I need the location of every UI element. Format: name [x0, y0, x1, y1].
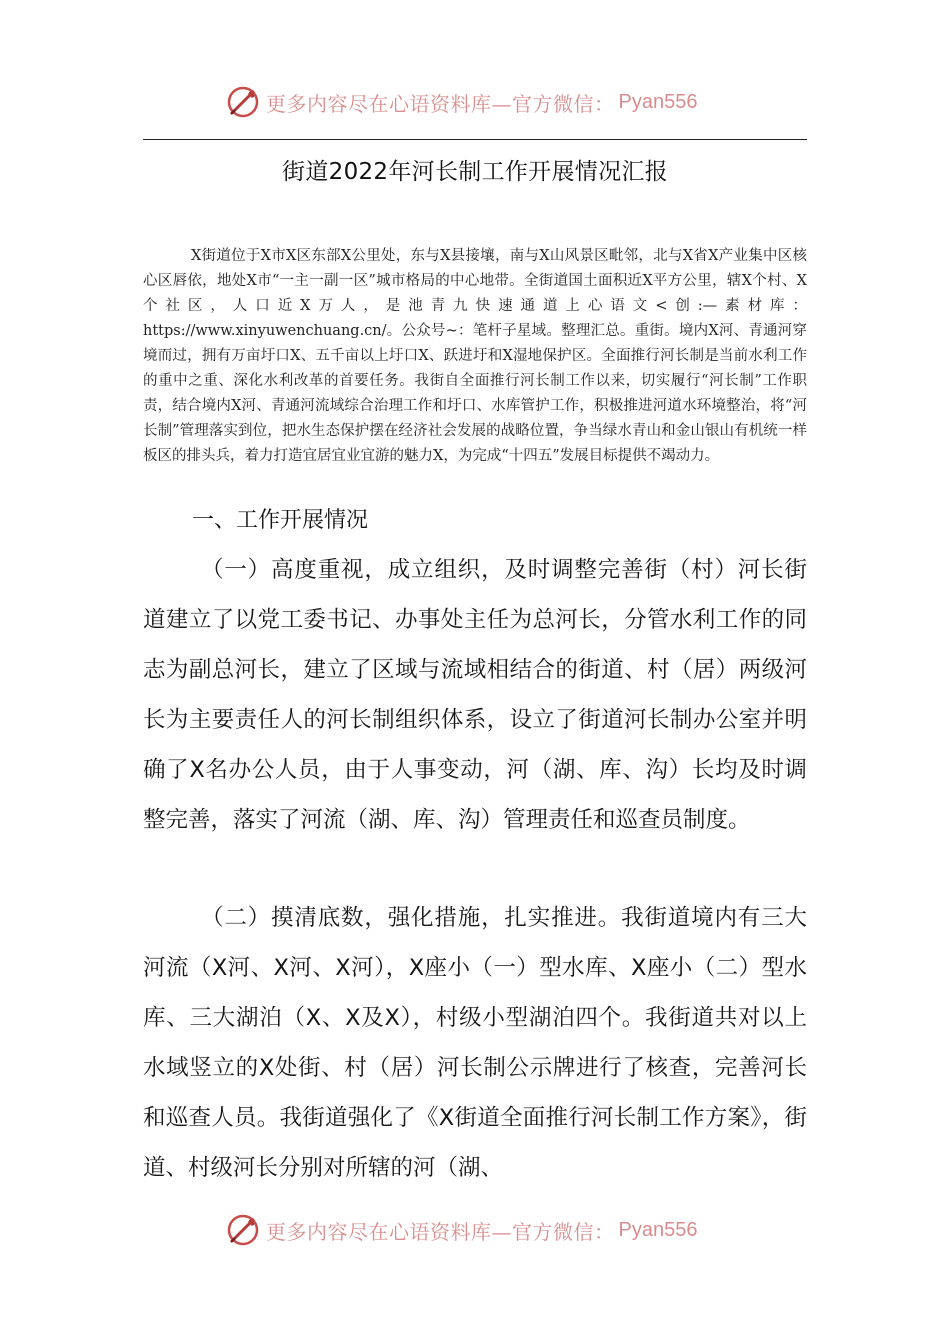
header-banner-text: 更多内容尽在心语资料库—官方微信： [266, 91, 615, 116]
body-paragraph-2: （二）摸清底数，强化措施，扎实推进。我街道境内有三大河流（X河、X河、X河），X座小（一）型水库、X座小（二）型水库、三大湖泊（X、X及X），村级小型湖泊四个。我街道共对以上水域竖立的X处街、村（居）河长制公示牌进行了核查，完善河长和巡查人员。我街道强化了《X街道全面推行河长制工作方案》，街道、村级河长分别对所辖的河（湖、 [143, 905, 807, 1181]
pen-logo-icon [226, 1213, 260, 1247]
body-paragraph-1: （一）高度重视，成立组织，及时调整完善街（村）河长街道建立了以党工委书记、办事处主任为总河长，分管水利工作的同志为副总河长，建立了区域与流域相结合的街道、村（居）两级河长为主要责任人的河长制组织体系，设立了街道河长制办公室并明确了X名办公人员，由于人事变动，河（湖、库、沟）长均及时调整完善，落实了河流（湖、库、沟）管理责任和巡查员制度。 [143, 557, 807, 833]
document-title: 街道2022年河长制工作开展情况汇报 [282, 159, 668, 185]
header-divider [143, 139, 807, 140]
header-wechat-id: Pyan556 [618, 90, 698, 113]
footer-banner-text: 更多内容尽在心语资料库—官方微信： [266, 1219, 615, 1244]
pen-logo-icon [226, 85, 260, 119]
footer-wechat-id: Pyan556 [618, 1218, 698, 1241]
header-watermark-banner [226, 82, 697, 122]
footer-watermark-banner [226, 1210, 697, 1250]
section-heading-1: 一、工作开展情况 [192, 508, 369, 533]
intro-paragraph: X街道位于X市X区东部X公里处，东与X县接壤，南与X山风景区毗邻，北与X省X产业集中区核心区唇依，地处X市“一主一副一区”城市格局的中心地带。全街道国土面积近X平方公里，辖X个村、X个社区，人口近X万人，是池青九快速通道上心语文<创:—素材库：https://www.xinyuwenchuang.cn/。公众号~：笔杆子星域。整理汇总。重街。境内X河、青通河穿境而过，拥有万亩圩口X、五千亩以上圩口X、跃进圩和X湿地保护区。全面推行河长制是当前水利工作的重中之重、深化水利改革的首要任务。我街自全面推行河长制工作以来，切实履行“河长制”工作职责，结合境内X河、青通河流域综合治理工作和圩口、水库管护工作，积极推进河道水环境整治，将“河长制”管理落实到位，把水生态保护摆在经济社会发展的战略位置，争当绿水青山和金山银山有机统一样板区的排头兵，着力打造宜居宜业宜游的魅力X，为完成“十四五”发展目标提供不竭动力。 [143, 248, 807, 464]
